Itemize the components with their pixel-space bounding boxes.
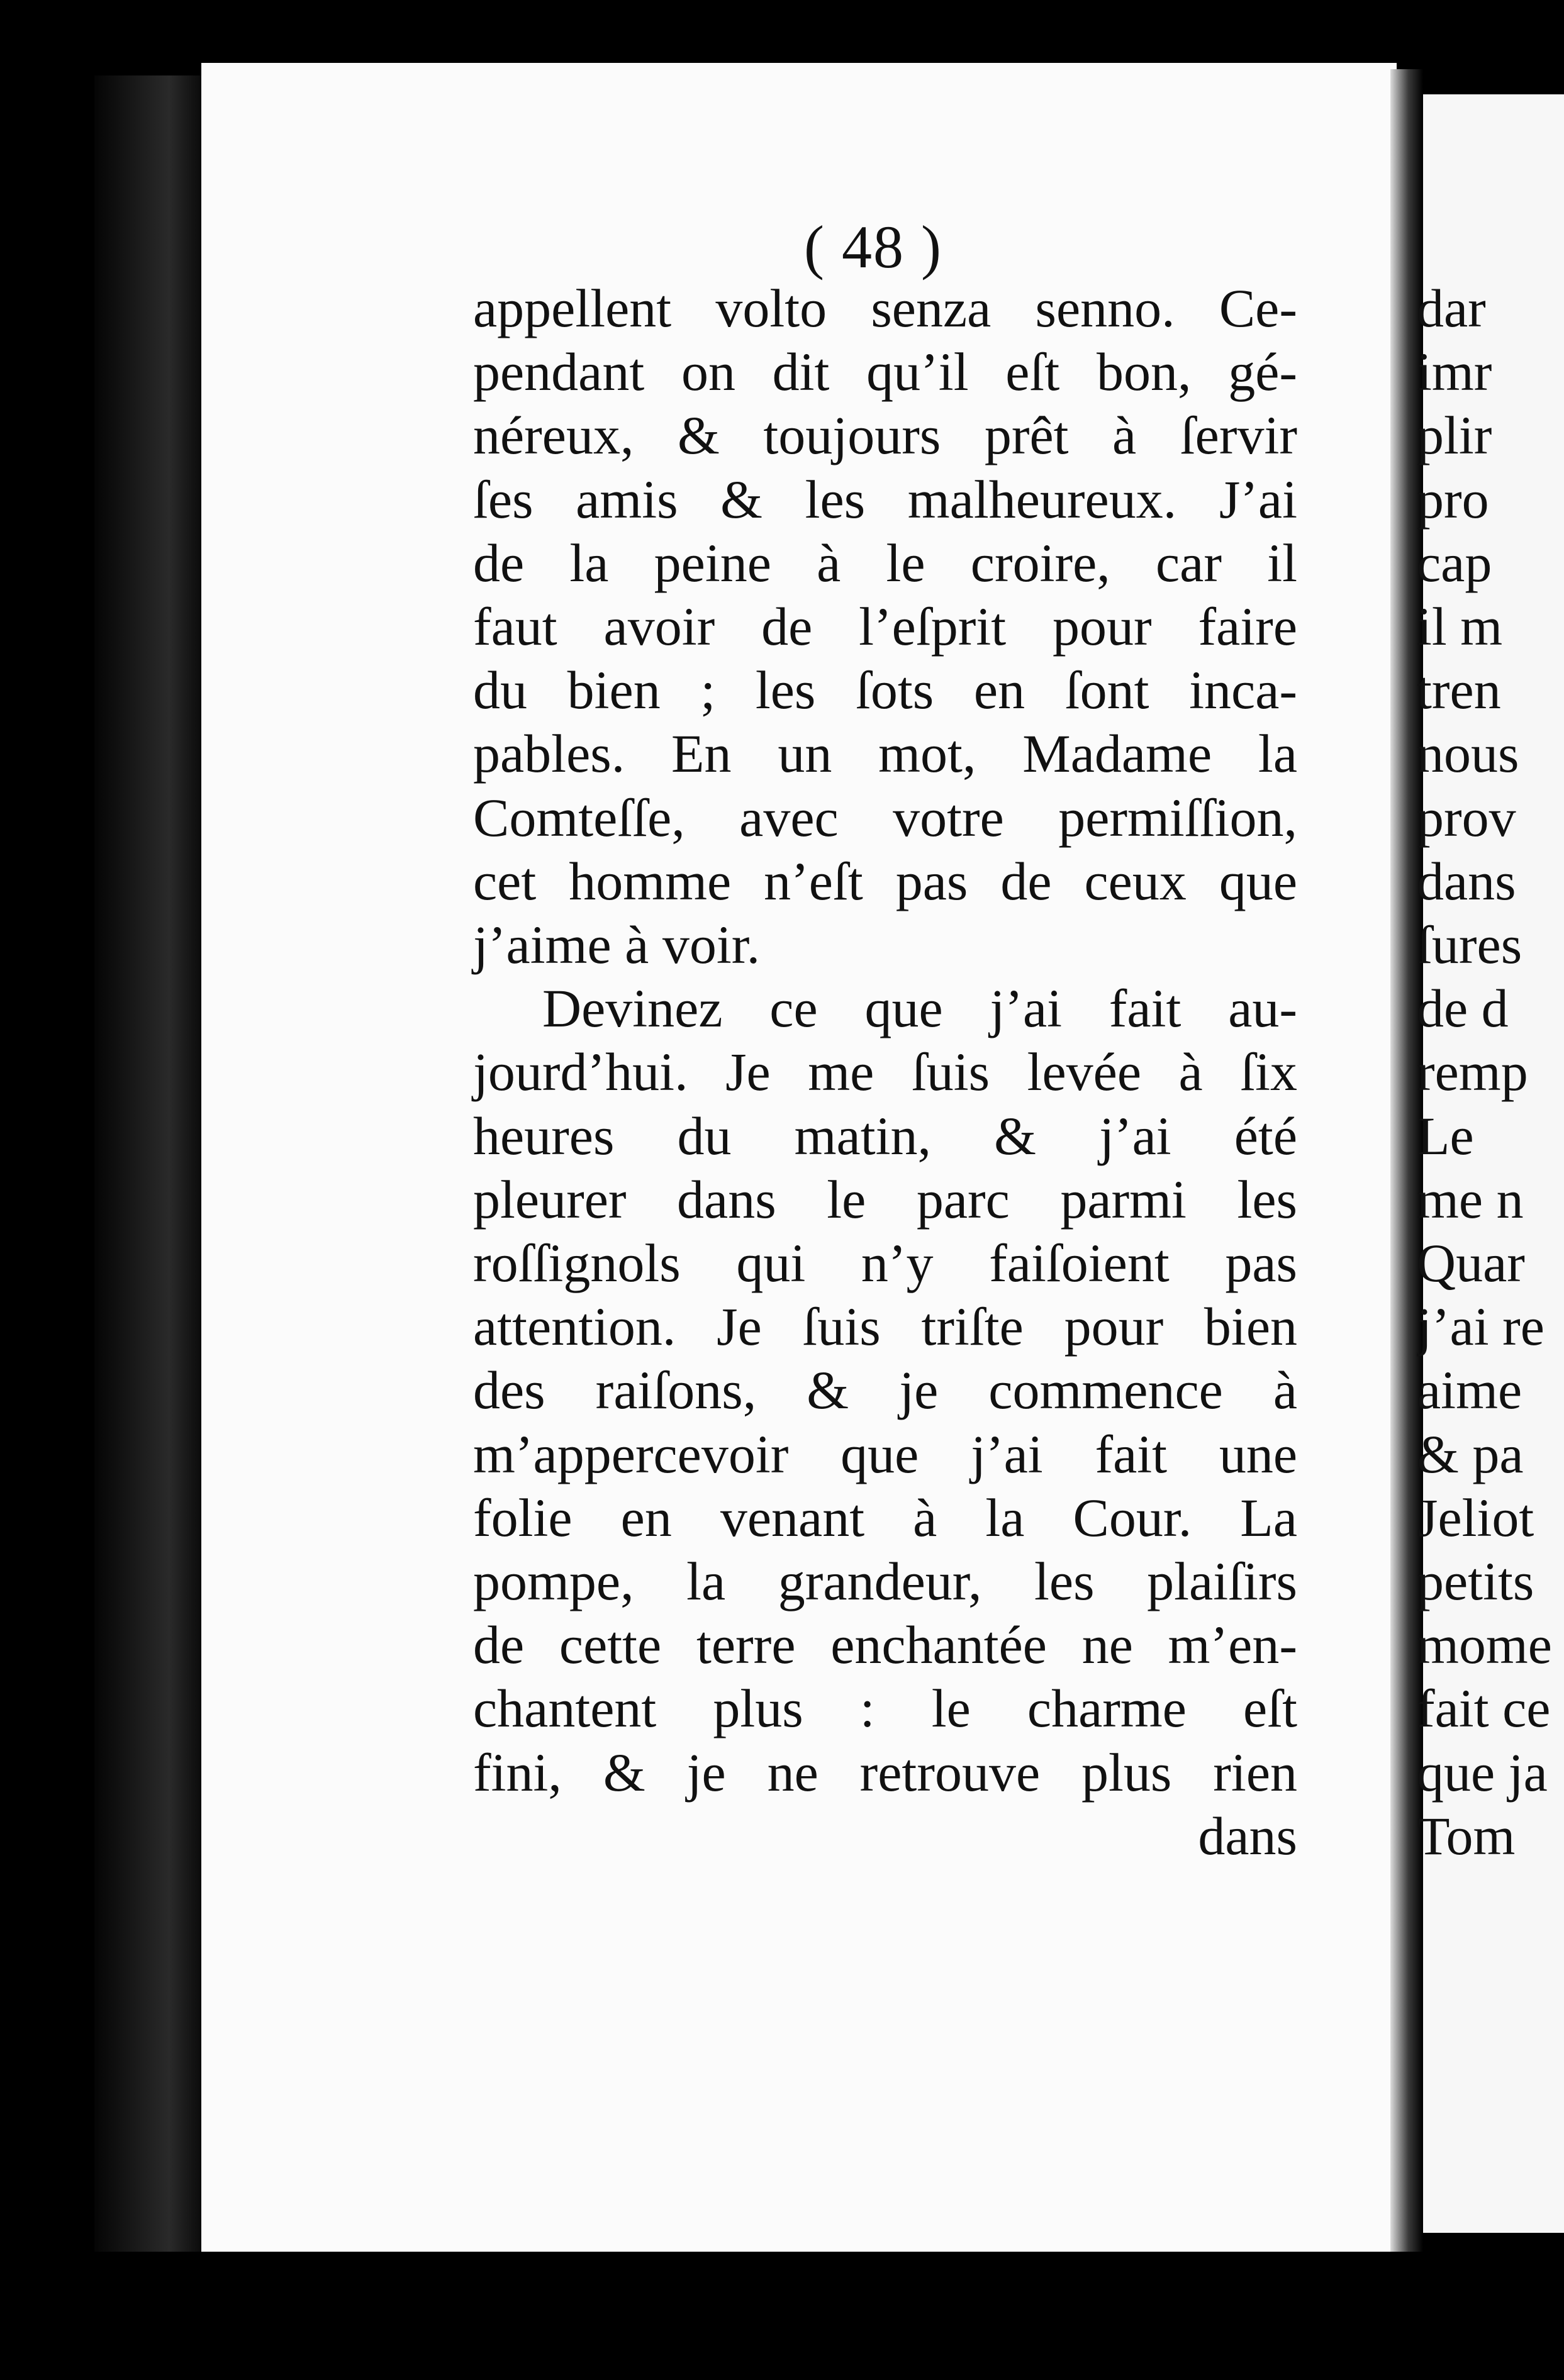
catchword: dans: [1198, 1805, 1297, 1866]
right-page-line: Le: [1417, 1105, 1474, 1166]
right-page-line: il m: [1417, 596, 1503, 657]
right-page-line: & pa: [1417, 1423, 1524, 1484]
right-page-line: tren: [1417, 660, 1501, 721]
text-line: chantent plus : le charme eſt: [473, 1678, 1297, 1739]
text-line: pables. En un mot, Madame la: [473, 723, 1297, 784]
text-line: des raiſons, & je commence à: [473, 1360, 1297, 1421]
right-page-line: dans: [1417, 850, 1516, 911]
right-page-line: de d: [1417, 978, 1509, 1039]
text-line: m’appercevoir que j’ai fait une: [473, 1423, 1297, 1484]
text-line: Comteſſe, avec votre permiſſion,: [473, 787, 1297, 848]
right-page-line: fait ce: [1417, 1678, 1551, 1739]
text-line: folie en venant à la Cour. La: [473, 1487, 1297, 1548]
text-line: cet homme n’eſt pas de ceux que: [473, 850, 1297, 911]
text-line: fini, & je ne retrouve plus rien: [473, 1742, 1297, 1803]
text-line: ſes amis & les malheureux. J’ai: [473, 469, 1297, 530]
right-page-text: [1417, 277, 1564, 1868]
text-line: du bien ; les ſots en ſont inca-: [473, 660, 1297, 721]
text-line: pendant on dit qu’il eſt bon, gé-: [473, 342, 1297, 403]
text-line: heures du matin, & j’ai été: [473, 1105, 1297, 1166]
text-line: de cette terre enchantée ne m’en-: [473, 1615, 1297, 1676]
right-page-line: plir: [1417, 405, 1492, 466]
book-gutter: [94, 75, 201, 2252]
text-line: pompe, la grandeur, les plaiſirs: [473, 1551, 1297, 1612]
right-page-line: remp: [1417, 1042, 1528, 1103]
right-page-line: pro: [1417, 469, 1489, 530]
text-line: j’aime à voir.: [473, 915, 761, 976]
right-page-line: Jeliot: [1417, 1487, 1534, 1548]
right-page-line: me n: [1417, 1169, 1524, 1230]
text-line: néreux, & toujours prêt à ſervir: [473, 405, 1297, 466]
right-page-line: petits: [1417, 1551, 1534, 1612]
text-line: Devinez ce que j’ai fait au-: [542, 978, 1297, 1039]
right-page-line: ſures: [1417, 915, 1522, 976]
text-line: appellent volto senza senno. Ce-: [473, 278, 1297, 338]
right-page-line: dar: [1417, 278, 1486, 338]
text-line: pleurer dans le parc parmi les: [473, 1169, 1297, 1230]
right-page-line: cap: [1417, 532, 1492, 593]
text-line: roſſignols qui n’y faiſoient pas: [473, 1233, 1297, 1294]
page-number: ( 48 ): [804, 213, 942, 281]
right-page-line: Tom: [1417, 1805, 1516, 1866]
right-page-line: nous: [1417, 723, 1519, 784]
right-page-line: mome: [1417, 1615, 1552, 1676]
right-page-line: prov: [1417, 787, 1516, 848]
right-page-line: j’ai re: [1417, 1296, 1544, 1357]
text-line: jourd’hui. Je me ſuis levée à ſix: [473, 1042, 1297, 1103]
right-page-line: que ja: [1417, 1742, 1548, 1803]
right-page-line: aime: [1417, 1360, 1522, 1421]
text-line: attention. Je ſuis triſte pour bien: [473, 1296, 1297, 1357]
text-line: de la peine à le croire, car il: [473, 532, 1297, 593]
text-line: faut avoir de l’eſprit pour faire: [473, 596, 1297, 657]
body-text: [473, 277, 1297, 1868]
right-page-line: Quar: [1417, 1233, 1525, 1294]
right-page-line: imr: [1417, 342, 1492, 403]
